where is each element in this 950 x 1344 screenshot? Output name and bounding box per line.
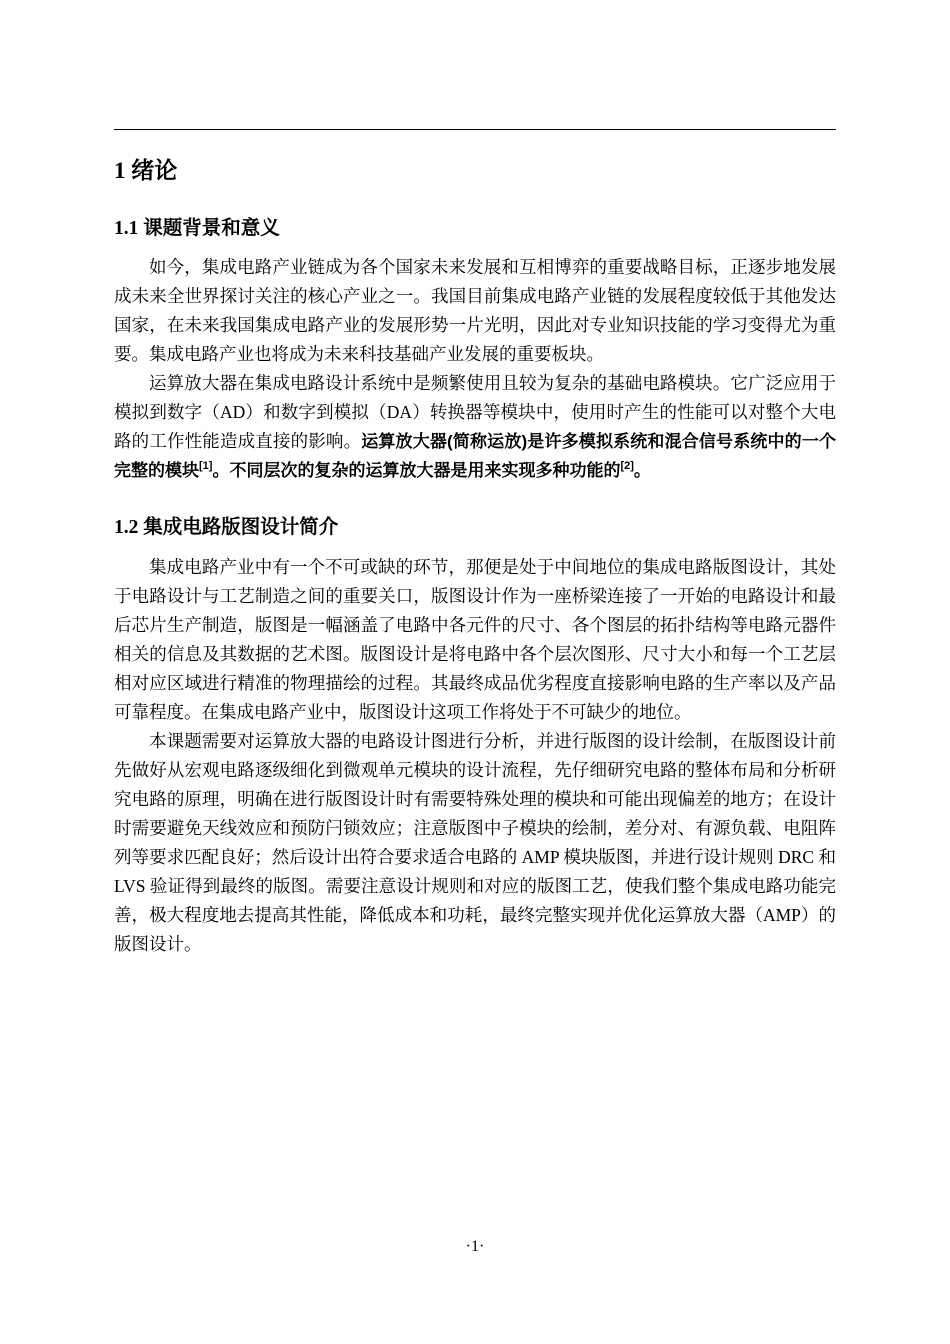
paragraph-1-1-2-normal: 运算放大器在集成电路设计系统中是频繁使用且较为复杂的基础电路模块。它广泛应用于模拟到数字（AD）和数字到模拟（DA）转换器等模块中，使用时产生的性能可以对整个大电路的工作性能造成直接的影响。 bbox=[114, 373, 836, 452]
page-number: ·1· bbox=[465, 1238, 485, 1255]
section-heading-1-2: 1.2 集成电路版图设计简介 bbox=[114, 517, 339, 539]
citation-ref-1: [1] bbox=[199, 460, 213, 473]
paragraph-1-2-2: 本课题需要对运算放大器的电路设计图进行分析，并进行版图的设计绘制，在版图设计前先做好从宏观电路逐级细化到微观单元模块的设计流程，先仔细研究电路的整体布局和分析研究电路的原理，明确在进行版图设计时有需要特殊处理的模块和可能出现偏差的地方；在设计时需要避免天线效应和预防闩锁效应；注意版图中子模块的绘制，差分对、有源负载、电阻阵列等要求匹配良好；然后设计出符合要求适合电路的 AMP 模块版图，并进行设计规则 DRC 和 LVS 验证得到最终的版图。需要注意设计规则和对应的版图工艺，使我们整个集成电路功能完善，极大程度地去提高其性能，降低成本和功耗，最终完整实现并优化运算放大器（AMP）的版图设计。 bbox=[114, 730, 836, 954]
paragraph-1-1-2 bbox=[114, 369, 836, 485]
paragraph-1-1-2-bold-3: 。 bbox=[633, 461, 651, 481]
paragraph-1-2-1: 集成电路产业中有一个不可或缺的环节，那便是处于中间地位的集成电路版图设计，其处于电路设计与工艺制造之间的重要关口，版图设计作为一座桥梁连接了一开始的电路设计和最后芯片生产制造，版图是一幅涵盖了电路中各元件的尺寸、各个图层的拓扑结构等电路元器件相关的信息及其数据的艺术图。版图设计是将电路中各个层次图形、尺寸大小和每一个工艺层相对应区域进行精准的物理描绘的过程。其最终成品优劣程度直接影响电路的生产率以及产品可靠程度。在集成电路产业中，版图设计这项工作将处于不可缺少的地位。 bbox=[114, 556, 836, 722]
paragraph-1-1-2-bold-2: 。不同层次的复杂的运算放大器是用来实现多种功能的 bbox=[212, 461, 621, 481]
paragraph-1-1-2-bold-1: 运算放大器(简称运放)是许多模拟系统和混合信号系统中的一个完整的模块 bbox=[114, 432, 837, 481]
header-rule bbox=[114, 129, 836, 130]
page-content bbox=[114, 0, 836, 959]
citation-ref-2: [2] bbox=[620, 460, 634, 473]
section-heading-1-1: 1.1 课题背景和意义 bbox=[114, 217, 280, 239]
chapter-heading: 1 绪论 bbox=[114, 158, 178, 183]
paragraph-1-1-1: 如今，集成电路产业链成为各个国家未来发展和互相博弈的重要战略目标，正逐步地发展成未来全世界探讨关注的核心产业之一。我国目前集成电路产业链的发展程度较低于其他发达国家，在未来我国集成电路产业的发展形势一片光明，因此对专业知识技能的学习变得尤为重要。集成电路产业也将成为未来科技基础产业发展的重要板块。 bbox=[114, 257, 836, 365]
